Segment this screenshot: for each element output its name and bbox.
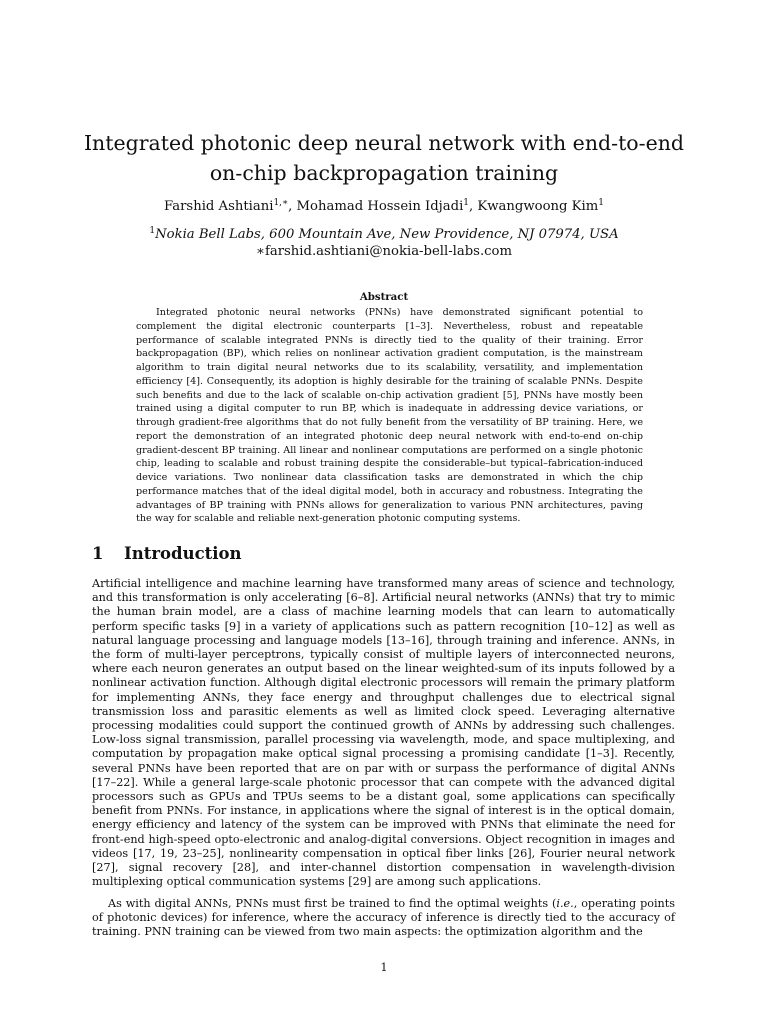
- author-name: Mohamad Hossein Idjadi: [296, 199, 464, 214]
- paper-title: Integrated photonic deep neural network with end-to-end on-chip backpropagation training: [83, 131, 685, 185]
- section-heading: [92, 543, 242, 565]
- intro-paragraph-2: [92, 897, 675, 940]
- affiliation-text: Nokia Bell Labs, 600 Mountain Ave, New Providence, NJ 07974, USA: [155, 227, 619, 242]
- abstract-heading: Abstract: [359, 291, 409, 303]
- affiliation-mark: 1: [149, 226, 156, 236]
- author-separator: ,: [288, 199, 297, 214]
- intro-paragraph-1: Artificial intelligence and machine learning have transformed many areas of science and technology, and this transformation is only accelerating [6–8]. Artificial neural networks (ANNs) that try to mimic the human brain model, are a class of machine learning models that can learn to automatically perform specific tasks [9] in a variety of applications such as pattern recognition [10–12] as well as natural language processing and language models [13–16], through training and inference. ANNs, in the form of multi-layer perceptrons, typically consist of multiple layers of interconnected neurons, where each neuron generates an output based on the linear weighted-sum of its inputs followed by a nonlinear activation function. Although digital electronic processors will remain the primary platform for implementing ANNs, they face energy and throughput challenges due to electrical signal transmission loss and parasitic elements as well as limited clock speed. Leveraging alternative processing modalities could support the continued growth of ANNs by addressing such challenges. Low-loss signal transmission, parallel processing via wavelength, mode, and space multiplexing, and computation by propagation make optical signal processing a promising candidate [1–3]. Recently, several PNNs have been reported that are on par with or surpass the performance of digital ANNs [17–22]. While a general large-scale photonic processor that can compete with the advanced digital processors such as GPUs and TPUs seems to be a distant goal, some applications can specifically benefit from PNNs. For instance, in applications where the signal of interest is in the optical domain, energy efficiency and latency of the system can be improved with PNNs that eliminate the need for front-end high-speed opto-electronic and analog-digital conversions. Object recognition in images and videos [17, 19, 23–25], nonlinearity compensation in optical fiber links [26], Fourier neural network [27], signal recovery [28], and inter-channel distortion compensation in wavelength-division multiplexing optical communication systems [29] are among such applications.: [92, 577, 675, 889]
- author-affiliation-mark: 1: [463, 198, 470, 208]
- affiliation: [80, 226, 688, 244]
- paragraph-text: As with digital ANNs, PNNs must first be trained to find the optimal weights (: [108, 897, 557, 910]
- page-number: 1: [380, 961, 388, 974]
- author-separator: ,: [469, 199, 478, 214]
- section-number: 1: [92, 544, 104, 563]
- paragraph-emphasis: i.e.: [556, 897, 574, 910]
- paragraph-text: , operating points of photonic devices) for inference, where the accuracy of inference is directly tied to the accuracy of training. PNN training can be viewed from two main aspects: the optimization algorithm and the: [92, 897, 675, 939]
- abstract-text: Integrated photonic neural networks (PNNs) have demonstrated significant potential to complement the digital electronic counterparts [1–3]. Nevertheless, robust and repeatable performance of scalable integrated PNNs is directly tied to the quality of their training. Error backpropagation (BP), which relies on nonlinear activation gradient computation, is the mainstream algorithm to train digital neural networks due to its scalability, versatility, and implementation efficiency [4]. Consequently, its adoption is highly desirable for the training of scalable PNNs. Despite such benefits and due to the lack of scalable on-chip activation gradient [5], PNNs have mostly been trained using a digital computer to run BP, which is inadequate in addressing device variations, or through gradient-free algorithms that do not fully benefit from the versatility of BP training. Here, we report the demonstration of an integrated photonic deep neural network with end-to-end on-chip gradient-descent BP training. All linear and nonlinear computations are performed on a single photonic chip, leading to scalable and robust training despite the considerable–but typical–fabrication-induced device variations. Two nonlinear data classification tasks are demonstrated in which the chip performance matches that of the ideal digital model, both in accuracy and robustness. Integrating the advantages of BP training with PNNs allows for generalization to various PNN architectures, paving the way for scalable and reliable next-generation photonic computing systems.: [136, 307, 643, 525]
- author-affiliation-mark: 1,∗: [273, 198, 289, 208]
- section-title: Introduction: [124, 544, 242, 563]
- author-list: [80, 198, 688, 216]
- corresponding-email: ∗farshid.ashtiani@nokia-bell-labs.com: [256, 244, 512, 259]
- author-name: Kwangwoong Kim: [477, 199, 599, 214]
- author-name: Farshid Ashtiani: [164, 199, 274, 214]
- author-affiliation-mark: 1: [598, 198, 604, 208]
